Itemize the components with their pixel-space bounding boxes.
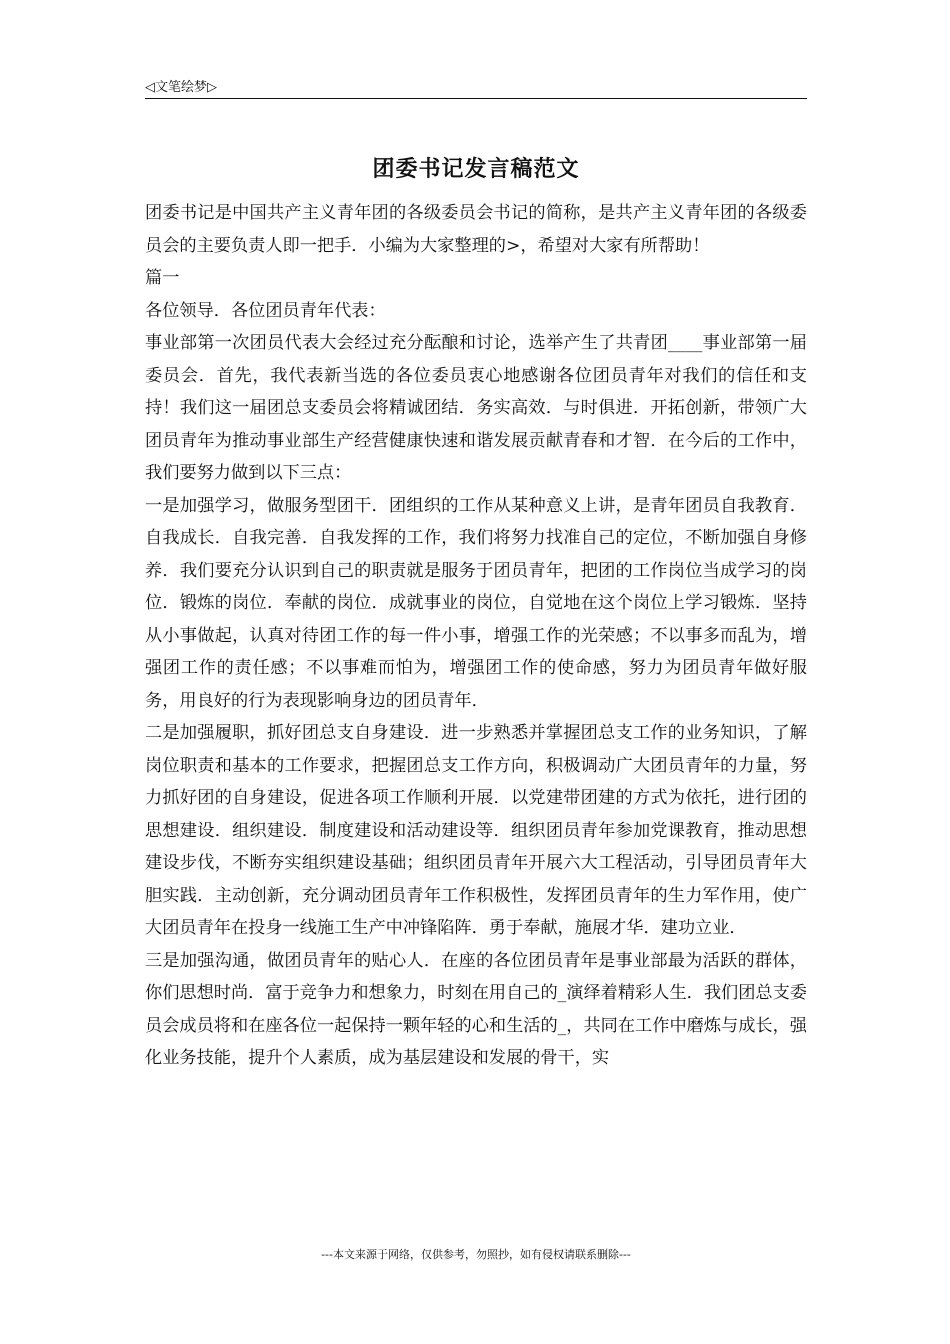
page-header: [145, 74, 807, 99]
body-paragraph: 一是加强学习，做服务型团干．团组织的工作从某种意义上讲，是青年团员自我教育．自我成长．自我完善．自我发挥的工作，我们将努力找准自己的定位，不断加强自身修养．我们要充分认识到自己的职责就是服务于团员青年，把团的工作岗位当成学习的岗位．锻炼的岗位．奉献的岗位．成就事业的岗位，自觉地在这个岗位上学习锻炼．坚持从小事做起，认真对待团工作的每一件小事，增强工作的光荣感；不以事多而乱为，增强团工作的责任感；不以事难而怕为，增强团工作的使命感，努力为团员青年做好服务，用良好的行为表现影响身边的团员青年．: [145, 495, 807, 711]
footer-disclaimer: ---本文来源于网络，仅供参考，勿照抄，如有侵权请联系删除---: [321, 1248, 631, 1261]
body-paragraph: 事业部第一次团员代表大会经过充分酝酿和讨论，选举产生了共青团____事业部第一届委员会．首先，我代表新当选的各位委员衷心地感谢各位团员青年对我们的信任和支持！我们这一届团总支委员会将精诚团结．务实高效．与时俱进．开拓创新，带领广大团员青年为推动事业部生产经营健康快速和谐发展贡献青春和才智．在今后的工作中，我们要努力做到以下三点：: [145, 333, 807, 483]
body-paragraph: 三是加强沟通，做团员青年的贴心人．在座的各位团员青年是事业部最为活跃的群体，你们思想时尚．富于竞争力和想象力，时刻在用自己的_演绎着精彩人生．我们团总支委员会成员将和在座各位一起保持一颗年轻的心和生活的_，共同在工作中磨炼与成长，强化业务技能，提升个人素质，成为基层建设和发展的骨干，实: [145, 950, 807, 1068]
salutation: 各位领导．各位团员青年代表：: [145, 300, 386, 321]
intro-paragraph: 团委书记是中国共产主义青年团的各级委员会书记的简称，是共产主义青年团的各级委员会的主要负责人即一把手．小编为大家整理的>，希望对大家有所帮助！: [145, 203, 807, 256]
section-label: 篇一: [145, 268, 180, 288]
document-body: [145, 197, 807, 1075]
document-title: 团委书记发言稿范文: [372, 157, 580, 182]
body-paragraph: 二是加强履职，抓好团总支自身建设．进一步熟悉并掌握团总支工作的业务知识，了解岗位职责和基本的工作要求，把握团总支工作方向，积极调动广大团员青年的力量，努力抓好团的自身建设，促进各项工作顺利开展．以党建带团建的方式为依托，进行团的思想建设．组织建设．制度建设和活动建设等．组织团员青年参加党课教育，推动思想建设步伐，不断夯实组织建设基础；组织团员青年开展六大工程活动，引导团员青年大胆实践．主动创新，充分调动团员青年工作积极性，发挥团员青年的生力军作用，使广大团员青年在投身一线施工生产中冲锋陷阵．勇于奉献，施展才华．建功立业．: [145, 723, 807, 938]
header-label: ◁文笔绘梦▷: [145, 80, 217, 95]
